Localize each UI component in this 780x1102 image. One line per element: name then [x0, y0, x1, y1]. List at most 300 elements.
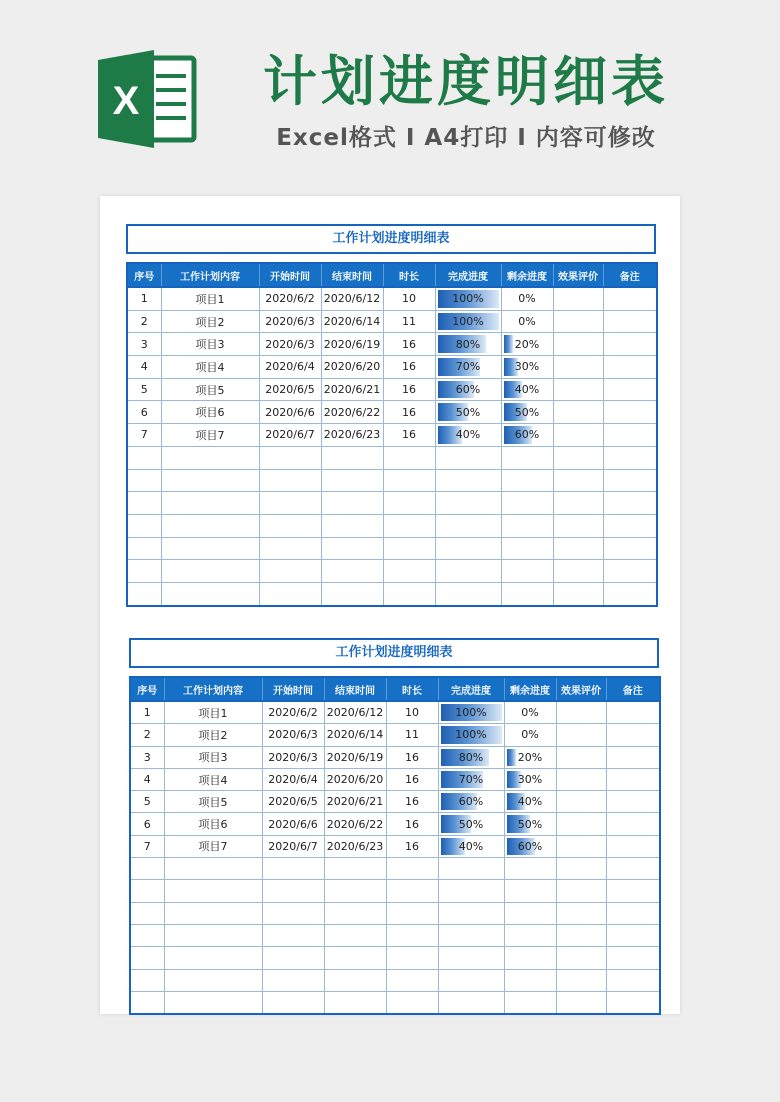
empty-cell[interactable]: [603, 514, 657, 537]
cell-evaluation[interactable]: [553, 310, 603, 333]
cell-done-progress[interactable]: [435, 333, 501, 356]
cell-index[interactable]: 2: [127, 310, 161, 333]
empty-table-row: [130, 858, 660, 880]
empty-cell[interactable]: [262, 858, 324, 880]
empty-cell[interactable]: [386, 969, 438, 991]
cell-duration[interactable]: 16: [383, 356, 435, 379]
empty-cell[interactable]: [259, 446, 321, 469]
empty-cell[interactable]: [501, 492, 553, 515]
cell-note[interactable]: [606, 791, 660, 813]
empty-cell[interactable]: [556, 924, 606, 946]
empty-cell[interactable]: [127, 446, 161, 469]
column-header-remaining-progress: 剩余进度: [501, 263, 553, 287]
empty-cell[interactable]: [321, 537, 383, 560]
empty-cell[interactable]: [504, 947, 556, 969]
empty-cell[interactable]: [504, 969, 556, 991]
empty-cell[interactable]: [321, 446, 383, 469]
empty-cell[interactable]: [383, 469, 435, 492]
empty-cell[interactable]: [321, 469, 383, 492]
table-row: [130, 724, 660, 746]
done-progress-label: 70%: [455, 360, 481, 374]
done-progress-label: 40%: [455, 428, 481, 442]
cell-note[interactable]: [603, 287, 657, 310]
cell-duration[interactable]: 16: [383, 378, 435, 401]
cell-duration[interactable]: 16: [386, 813, 438, 835]
empty-cell[interactable]: [130, 969, 164, 991]
cell-item[interactable]: 项目6: [164, 813, 262, 835]
empty-cell[interactable]: [504, 991, 556, 1014]
column-header-note: 备注: [603, 263, 657, 287]
cell-evaluation[interactable]: [553, 333, 603, 356]
cell-done-progress[interactable]: [438, 813, 504, 835]
empty-cell[interactable]: [435, 492, 501, 515]
cell-note[interactable]: [603, 401, 657, 424]
cell-end-time[interactable]: 2020/6/23: [324, 835, 386, 857]
cell-evaluation[interactable]: [553, 356, 603, 379]
empty-cell[interactable]: [553, 560, 603, 583]
empty-cell[interactable]: [553, 514, 603, 537]
empty-table-row: [127, 492, 657, 515]
remaining-progress-label: 0%: [521, 706, 539, 720]
column-header-index: 序号: [130, 677, 164, 701]
column-header-duration: 时长: [386, 677, 438, 701]
column-header-evaluation: 效果评价: [553, 263, 603, 287]
cell-note[interactable]: [606, 701, 660, 724]
empty-cell[interactable]: [324, 924, 386, 946]
empty-cell[interactable]: [259, 537, 321, 560]
cell-evaluation[interactable]: [556, 813, 606, 835]
cell-start-time[interactable]: 2020/6/5: [259, 378, 321, 401]
cell-start-time[interactable]: 2020/6/7: [262, 835, 324, 857]
cell-done-progress[interactable]: [438, 768, 504, 790]
cell-end-time[interactable]: 2020/6/20: [324, 768, 386, 790]
done-progress-label: 50%: [455, 405, 481, 419]
empty-cell[interactable]: [603, 537, 657, 560]
empty-cell[interactable]: [324, 947, 386, 969]
empty-cell[interactable]: [435, 537, 501, 560]
cell-index[interactable]: 6: [130, 813, 164, 835]
cell-duration[interactable]: 16: [386, 768, 438, 790]
empty-cell[interactable]: [164, 858, 262, 880]
cell-start-time[interactable]: 2020/6/6: [259, 401, 321, 424]
cell-duration[interactable]: 16: [383, 333, 435, 356]
empty-cell[interactable]: [127, 492, 161, 515]
cell-end-time[interactable]: 2020/6/20: [321, 356, 383, 379]
remaining-progress-label: 0%: [521, 728, 539, 742]
cell-index[interactable]: 1: [127, 287, 161, 310]
cell-item[interactable]: 项目1: [164, 701, 262, 724]
empty-cell[interactable]: [438, 924, 504, 946]
empty-cell[interactable]: [435, 514, 501, 537]
empty-cell[interactable]: [438, 902, 504, 924]
empty-cell[interactable]: [161, 560, 259, 583]
cell-item[interactable]: 项目5: [164, 791, 262, 813]
cell-note[interactable]: [606, 746, 660, 768]
cell-start-time[interactable]: 2020/6/7: [259, 424, 321, 447]
empty-cell[interactable]: [130, 924, 164, 946]
empty-cell[interactable]: [127, 582, 161, 605]
cell-done-progress[interactable]: [435, 401, 501, 424]
remaining-progress-label: 30%: [514, 360, 540, 374]
done-progress-label: 80%: [458, 750, 484, 764]
cell-item[interactable]: 项目2: [164, 724, 262, 746]
empty-table-row: [130, 947, 660, 969]
cell-remaining-progress[interactable]: [504, 813, 556, 835]
empty-cell[interactable]: [130, 947, 164, 969]
cell-remaining-progress[interactable]: [504, 724, 556, 746]
empty-cell[interactable]: [606, 991, 660, 1014]
cell-note[interactable]: [603, 310, 657, 333]
empty-cell[interactable]: [127, 560, 161, 583]
empty-cell[interactable]: [262, 969, 324, 991]
empty-cell[interactable]: [501, 560, 553, 583]
cell-done-progress[interactable]: [435, 424, 501, 447]
table-header-row: [130, 677, 660, 701]
cell-duration[interactable]: 16: [386, 835, 438, 857]
empty-cell[interactable]: [556, 880, 606, 902]
empty-cell[interactable]: [501, 446, 553, 469]
empty-cell[interactable]: [127, 537, 161, 560]
empty-cell[interactable]: [438, 969, 504, 991]
empty-cell[interactable]: [383, 446, 435, 469]
empty-cell[interactable]: [501, 469, 553, 492]
cell-item[interactable]: 项目2: [161, 310, 259, 333]
cell-start-time[interactable]: 2020/6/4: [259, 356, 321, 379]
cell-start-time[interactable]: 2020/6/2: [262, 701, 324, 724]
cell-end-time[interactable]: 2020/6/22: [324, 813, 386, 835]
cell-duration[interactable]: 11: [383, 310, 435, 333]
cell-note[interactable]: [606, 724, 660, 746]
cell-remaining-progress[interactable]: [504, 746, 556, 768]
cell-item[interactable]: 项目1: [161, 287, 259, 310]
column-header-item: 工作计划内容: [164, 677, 262, 701]
empty-cell[interactable]: [606, 924, 660, 946]
table-row: [127, 356, 657, 379]
empty-cell[interactable]: [438, 947, 504, 969]
empty-cell[interactable]: [603, 492, 657, 515]
cell-item[interactable]: 项目4: [164, 768, 262, 790]
empty-cell[interactable]: [435, 582, 501, 605]
cell-end-time[interactable]: 2020/6/23: [321, 424, 383, 447]
cell-remaining-progress[interactable]: [501, 333, 553, 356]
cell-done-progress[interactable]: [438, 724, 504, 746]
cell-note[interactable]: [603, 333, 657, 356]
cell-end-time[interactable]: 2020/6/21: [324, 791, 386, 813]
cell-start-time[interactable]: 2020/6/3: [259, 310, 321, 333]
cell-end-time[interactable]: 2020/6/14: [324, 724, 386, 746]
empty-cell[interactable]: [504, 902, 556, 924]
empty-cell[interactable]: [383, 492, 435, 515]
cell-duration[interactable]: 10: [386, 701, 438, 724]
empty-cell[interactable]: [435, 469, 501, 492]
remaining-progress-label: 30%: [517, 773, 543, 787]
empty-cell[interactable]: [127, 514, 161, 537]
cell-note[interactable]: [603, 424, 657, 447]
empty-cell[interactable]: [556, 902, 606, 924]
cell-evaluation[interactable]: [556, 768, 606, 790]
cell-remaining-progress[interactable]: [501, 310, 553, 333]
cell-index[interactable]: 3: [130, 746, 164, 768]
column-header-index: 序号: [127, 263, 161, 287]
cell-end-time[interactable]: 2020/6/21: [321, 378, 383, 401]
empty-table-row: [127, 514, 657, 537]
done-progress-label: 60%: [458, 795, 484, 809]
table-row: [127, 333, 657, 356]
column-header-end-time: 结束时间: [324, 677, 386, 701]
empty-cell[interactable]: [553, 446, 603, 469]
empty-cell[interactable]: [161, 446, 259, 469]
cell-end-time[interactable]: 2020/6/19: [321, 333, 383, 356]
cell-end-time[interactable]: 2020/6/12: [324, 701, 386, 724]
cell-index[interactable]: 4: [127, 356, 161, 379]
cell-item[interactable]: 项目5: [161, 378, 259, 401]
column-header-done-progress: 完成进度: [435, 263, 501, 287]
cell-end-time[interactable]: 2020/6/12: [321, 287, 383, 310]
empty-cell[interactable]: [324, 991, 386, 1014]
cell-start-time[interactable]: 2020/6/4: [262, 768, 324, 790]
empty-cell[interactable]: [164, 880, 262, 902]
table-row: [130, 813, 660, 835]
cell-item[interactable]: 项目7: [161, 424, 259, 447]
cell-done-progress[interactable]: [438, 746, 504, 768]
cell-evaluation[interactable]: [556, 791, 606, 813]
cell-evaluation[interactable]: [556, 701, 606, 724]
cell-done-progress[interactable]: [435, 356, 501, 379]
done-progress-label: 40%: [458, 839, 484, 853]
cell-index[interactable]: 7: [127, 424, 161, 447]
empty-table-row: [130, 902, 660, 924]
cell-note[interactable]: [606, 835, 660, 857]
column-header-done-progress: 完成进度: [438, 677, 504, 701]
cell-remaining-progress[interactable]: [501, 356, 553, 379]
empty-cell[interactable]: [262, 991, 324, 1014]
cell-evaluation[interactable]: [553, 378, 603, 401]
done-progress-label: 100%: [455, 706, 487, 720]
empty-cell[interactable]: [556, 947, 606, 969]
empty-cell[interactable]: [262, 947, 324, 969]
excel-logo-letter: X: [112, 79, 140, 123]
cell-index[interactable]: 7: [130, 835, 164, 857]
cell-evaluation[interactable]: [553, 287, 603, 310]
cell-remaining-progress[interactable]: [504, 768, 556, 790]
cell-note[interactable]: [606, 768, 660, 790]
empty-cell[interactable]: [504, 858, 556, 880]
empty-cell[interactable]: [324, 969, 386, 991]
cell-end-time[interactable]: 2020/6/14: [321, 310, 383, 333]
empty-cell[interactable]: [321, 492, 383, 515]
empty-cell[interactable]: [553, 492, 603, 515]
empty-cell[interactable]: [161, 469, 259, 492]
empty-cell[interactable]: [438, 858, 504, 880]
empty-cell[interactable]: [553, 537, 603, 560]
cell-duration[interactable]: 16: [386, 746, 438, 768]
cell-remaining-progress[interactable]: [501, 378, 553, 401]
empty-cell[interactable]: [262, 924, 324, 946]
empty-cell[interactable]: [438, 991, 504, 1014]
done-progress-label: 100%: [452, 292, 484, 306]
empty-cell[interactable]: [383, 514, 435, 537]
cell-note[interactable]: [603, 356, 657, 379]
empty-cell[interactable]: [324, 858, 386, 880]
column-header-start-time: 开始时间: [262, 677, 324, 701]
empty-cell[interactable]: [324, 902, 386, 924]
page-title: 计划进度明细表: [263, 50, 669, 113]
cell-done-progress[interactable]: [438, 701, 504, 724]
cell-start-time[interactable]: 2020/6/2: [259, 287, 321, 310]
empty-cell[interactable]: [164, 969, 262, 991]
cell-remaining-progress[interactable]: [504, 791, 556, 813]
empty-cell[interactable]: [435, 446, 501, 469]
empty-cell[interactable]: [161, 537, 259, 560]
cell-done-progress[interactable]: [435, 378, 501, 401]
empty-cell[interactable]: [164, 947, 262, 969]
empty-cell[interactable]: [161, 492, 259, 515]
remaining-progress-label: 0%: [518, 315, 536, 329]
empty-cell[interactable]: [504, 880, 556, 902]
cell-duration[interactable]: 16: [386, 791, 438, 813]
done-progress-label: 60%: [455, 383, 481, 397]
empty-cell[interactable]: [606, 902, 660, 924]
cell-remaining-progress[interactable]: [504, 835, 556, 857]
column-header-end-time: 结束时间: [321, 263, 383, 287]
empty-cell[interactable]: [164, 991, 262, 1014]
empty-cell[interactable]: [386, 924, 438, 946]
empty-cell[interactable]: [383, 537, 435, 560]
page-header: [0, 0, 780, 190]
empty-cell[interactable]: [501, 537, 553, 560]
empty-cell[interactable]: [556, 991, 606, 1014]
column-header-remaining-progress: 剩余进度: [504, 677, 556, 701]
empty-cell[interactable]: [386, 858, 438, 880]
cell-start-time[interactable]: 2020/6/5: [262, 791, 324, 813]
empty-cell[interactable]: [127, 469, 161, 492]
cell-start-time[interactable]: 2020/6/3: [259, 333, 321, 356]
cell-evaluation[interactable]: [556, 835, 606, 857]
empty-cell[interactable]: [606, 947, 660, 969]
sheet-title: 工作计划进度明细表: [129, 638, 659, 668]
cell-duration[interactable]: 16: [383, 424, 435, 447]
empty-cell[interactable]: [262, 880, 324, 902]
cell-index[interactable]: 4: [130, 768, 164, 790]
empty-cell[interactable]: [161, 514, 259, 537]
empty-cell[interactable]: [553, 582, 603, 605]
cell-index[interactable]: 2: [130, 724, 164, 746]
cell-evaluation[interactable]: [553, 401, 603, 424]
cell-done-progress[interactable]: [438, 835, 504, 857]
cell-remaining-progress[interactable]: [501, 287, 553, 310]
cell-index[interactable]: 5: [130, 791, 164, 813]
cell-duration[interactable]: 11: [386, 724, 438, 746]
empty-cell[interactable]: [603, 469, 657, 492]
empty-cell[interactable]: [259, 514, 321, 537]
cell-done-progress[interactable]: [438, 791, 504, 813]
cell-duration[interactable]: 16: [383, 401, 435, 424]
empty-cell[interactable]: [259, 582, 321, 605]
cell-start-time[interactable]: 2020/6/6: [262, 813, 324, 835]
empty-cell[interactable]: [386, 991, 438, 1014]
empty-cell[interactable]: [321, 560, 383, 583]
empty-cell[interactable]: [324, 880, 386, 902]
cell-remaining-progress[interactable]: [504, 701, 556, 724]
empty-cell[interactable]: [321, 582, 383, 605]
empty-cell[interactable]: [259, 560, 321, 583]
document-page: [100, 196, 680, 1014]
empty-cell[interactable]: [383, 582, 435, 605]
cell-start-time[interactable]: 2020/6/3: [262, 746, 324, 768]
empty-cell[interactable]: [504, 924, 556, 946]
empty-cell[interactable]: [501, 582, 553, 605]
cell-evaluation[interactable]: [556, 746, 606, 768]
table-row: [130, 768, 660, 790]
cell-note[interactable]: [603, 378, 657, 401]
empty-cell[interactable]: [383, 560, 435, 583]
cell-index[interactable]: 1: [130, 701, 164, 724]
empty-cell[interactable]: [130, 880, 164, 902]
cell-item[interactable]: 项目4: [161, 356, 259, 379]
cell-item[interactable]: 项目3: [164, 746, 262, 768]
cell-item[interactable]: 项目6: [161, 401, 259, 424]
cell-start-time[interactable]: 2020/6/3: [262, 724, 324, 746]
empty-cell[interactable]: [262, 902, 324, 924]
empty-cell[interactable]: [606, 880, 660, 902]
empty-cell[interactable]: [130, 991, 164, 1014]
cell-item[interactable]: 项目3: [161, 333, 259, 356]
empty-cell[interactable]: [435, 560, 501, 583]
cell-remaining-progress[interactable]: [501, 424, 553, 447]
cell-index[interactable]: 5: [127, 378, 161, 401]
empty-cell[interactable]: [556, 969, 606, 991]
cell-index[interactable]: 6: [127, 401, 161, 424]
empty-cell[interactable]: [164, 924, 262, 946]
empty-cell[interactable]: [164, 902, 262, 924]
column-header-start-time: 开始时间: [259, 263, 321, 287]
empty-cell[interactable]: [438, 880, 504, 902]
empty-cell[interactable]: [130, 902, 164, 924]
empty-cell[interactable]: [603, 582, 657, 605]
done-progress-label: 70%: [458, 773, 484, 787]
remaining-progress-label: 60%: [517, 839, 543, 853]
empty-cell[interactable]: [259, 469, 321, 492]
cell-index[interactable]: 3: [127, 333, 161, 356]
cell-done-progress[interactable]: [435, 287, 501, 310]
empty-cell[interactable]: [321, 514, 383, 537]
cell-note[interactable]: [606, 813, 660, 835]
empty-cell[interactable]: [501, 514, 553, 537]
empty-cell[interactable]: [386, 947, 438, 969]
cell-end-time[interactable]: 2020/6/19: [324, 746, 386, 768]
excel-icon: [98, 50, 200, 148]
cell-evaluation[interactable]: [556, 724, 606, 746]
empty-cell[interactable]: [130, 858, 164, 880]
empty-cell[interactable]: [553, 469, 603, 492]
empty-cell[interactable]: [259, 492, 321, 515]
empty-cell[interactable]: [386, 902, 438, 924]
empty-cell[interactable]: [161, 582, 259, 605]
remaining-progress-label: 40%: [514, 383, 540, 397]
cell-done-progress[interactable]: [435, 310, 501, 333]
empty-cell[interactable]: [606, 858, 660, 880]
empty-cell[interactable]: [606, 969, 660, 991]
empty-cell[interactable]: [603, 446, 657, 469]
empty-cell[interactable]: [386, 880, 438, 902]
cell-duration[interactable]: 10: [383, 287, 435, 310]
cell-item[interactable]: 项目7: [164, 835, 262, 857]
empty-cell[interactable]: [603, 560, 657, 583]
cell-evaluation[interactable]: [553, 424, 603, 447]
cell-end-time[interactable]: 2020/6/22: [321, 401, 383, 424]
empty-cell[interactable]: [556, 858, 606, 880]
cell-remaining-progress[interactable]: [501, 401, 553, 424]
